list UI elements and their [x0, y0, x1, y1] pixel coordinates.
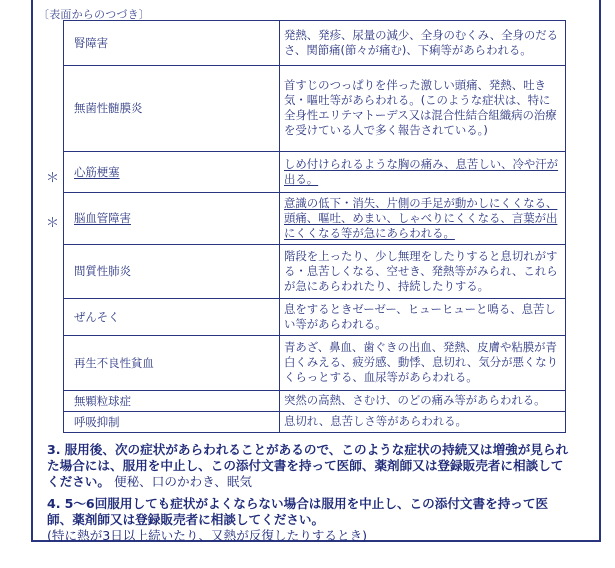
symptom-name: [64, 193, 280, 245]
side-effects-table: [63, 20, 566, 433]
symptom-name: 呼吸抑制: [64, 412, 280, 433]
symptom-description: 階段を上ったり、少し無理をしたりすると息切れがする・息苦しくなる、空せき、発熱等がみられ、これらが急にあらわれたり、持続したりする。: [280, 245, 566, 299]
table-row: [64, 21, 566, 66]
continued-label: 〔表面からのつづき〕: [38, 8, 150, 21]
note-4-text: 5～6回服用しても症状がよくならない場合は服用を中止し、この添付文書を持って医師、薬剤師又は登録販売者に相談してください。: [47, 496, 549, 527]
asterisk-mark-myocardial: ＊: [46, 171, 60, 186]
symptom-description: 青あざ、鼻血、歯ぐきの出血、発熱、皮膚や粘膜が青白くみえる、疲労感、動悸、息切れ、気分が悪くなりくらっとする、血尿等があらわれる。: [280, 336, 566, 391]
symptom-description: 突然の高熱、さむけ、のどの痛み等があらわれる。: [280, 391, 566, 412]
note-3-symptoms: 便秘、口のかわき、眠気: [113, 474, 253, 489]
table-row: [64, 391, 566, 412]
symptom-description: 息をするときゼーゼー、ヒューヒューと鳴る、息苦しい等があらわれる。: [280, 299, 566, 336]
symptom-name: ぜんそく: [64, 299, 280, 336]
table-row: [64, 299, 566, 336]
symptom-name-text: 心筋梗塞: [74, 164, 120, 179]
note-3: [47, 442, 572, 490]
note-3-number: 3.: [47, 442, 61, 457]
table-row: [64, 66, 566, 152]
table-row: [64, 412, 566, 433]
symptom-name-text: 脳血管障害: [74, 211, 131, 225]
asterisk-mark-cerebrovascular: ＊: [46, 216, 60, 231]
symptom-name: 腎障害: [64, 21, 280, 66]
note-3-text: 服用後、次の症状があらわれることがあるので、このような症状の持続又は増強が見られた場合には、服用を中止し、この添付文書を持って医師、薬剤師又は登録販売者に相談してください。: [47, 442, 569, 489]
symptom-description: しめ付けられるような胸の痛み、息苦しい、冷や汗が出る。: [280, 152, 566, 193]
symptom-name: 無菌性髄膜炎: [64, 66, 280, 152]
symptom-name: [64, 152, 280, 193]
table-row: [64, 336, 566, 391]
table-row: [64, 193, 566, 245]
table-row: [64, 152, 566, 193]
symptom-name: 無顆粒球症: [64, 391, 280, 412]
symptom-name: 再生不良性貧血: [64, 336, 280, 391]
symptom-name: 間質性肺炎: [64, 245, 280, 299]
symptom-description: 息切れ、息苦しさ等があらわれる。: [280, 412, 566, 433]
table-row: [64, 245, 566, 299]
note-4-subnote: (特に熱が3日以上続いたり、又熱が反復したりするとき): [47, 528, 368, 543]
note-4-number: 4.: [47, 496, 61, 511]
symptom-description: 意識の低下・消失、片側の手足が動かしにくくなる、頭痛、嘔吐、めまい、しゃべりにくくなる、言葉が出にくくなる等が急にあらわれる。: [280, 193, 566, 245]
symptom-description: 首すじのつっぱりを伴った激しい頭痛、発熱、吐き気・嘔吐等があらわれる。(このような症状は、特に全身性エリテマトーデス又は混合性結合組織病の治療を受けている人で多く報告されている。): [280, 66, 566, 152]
note-4: [47, 496, 572, 544]
symptom-description: 発熱、発疹、尿量の減少、全身のむくみ、全身のだるさ、関節痛(節々が痛む)、下痢等があらわれる。: [280, 21, 566, 66]
